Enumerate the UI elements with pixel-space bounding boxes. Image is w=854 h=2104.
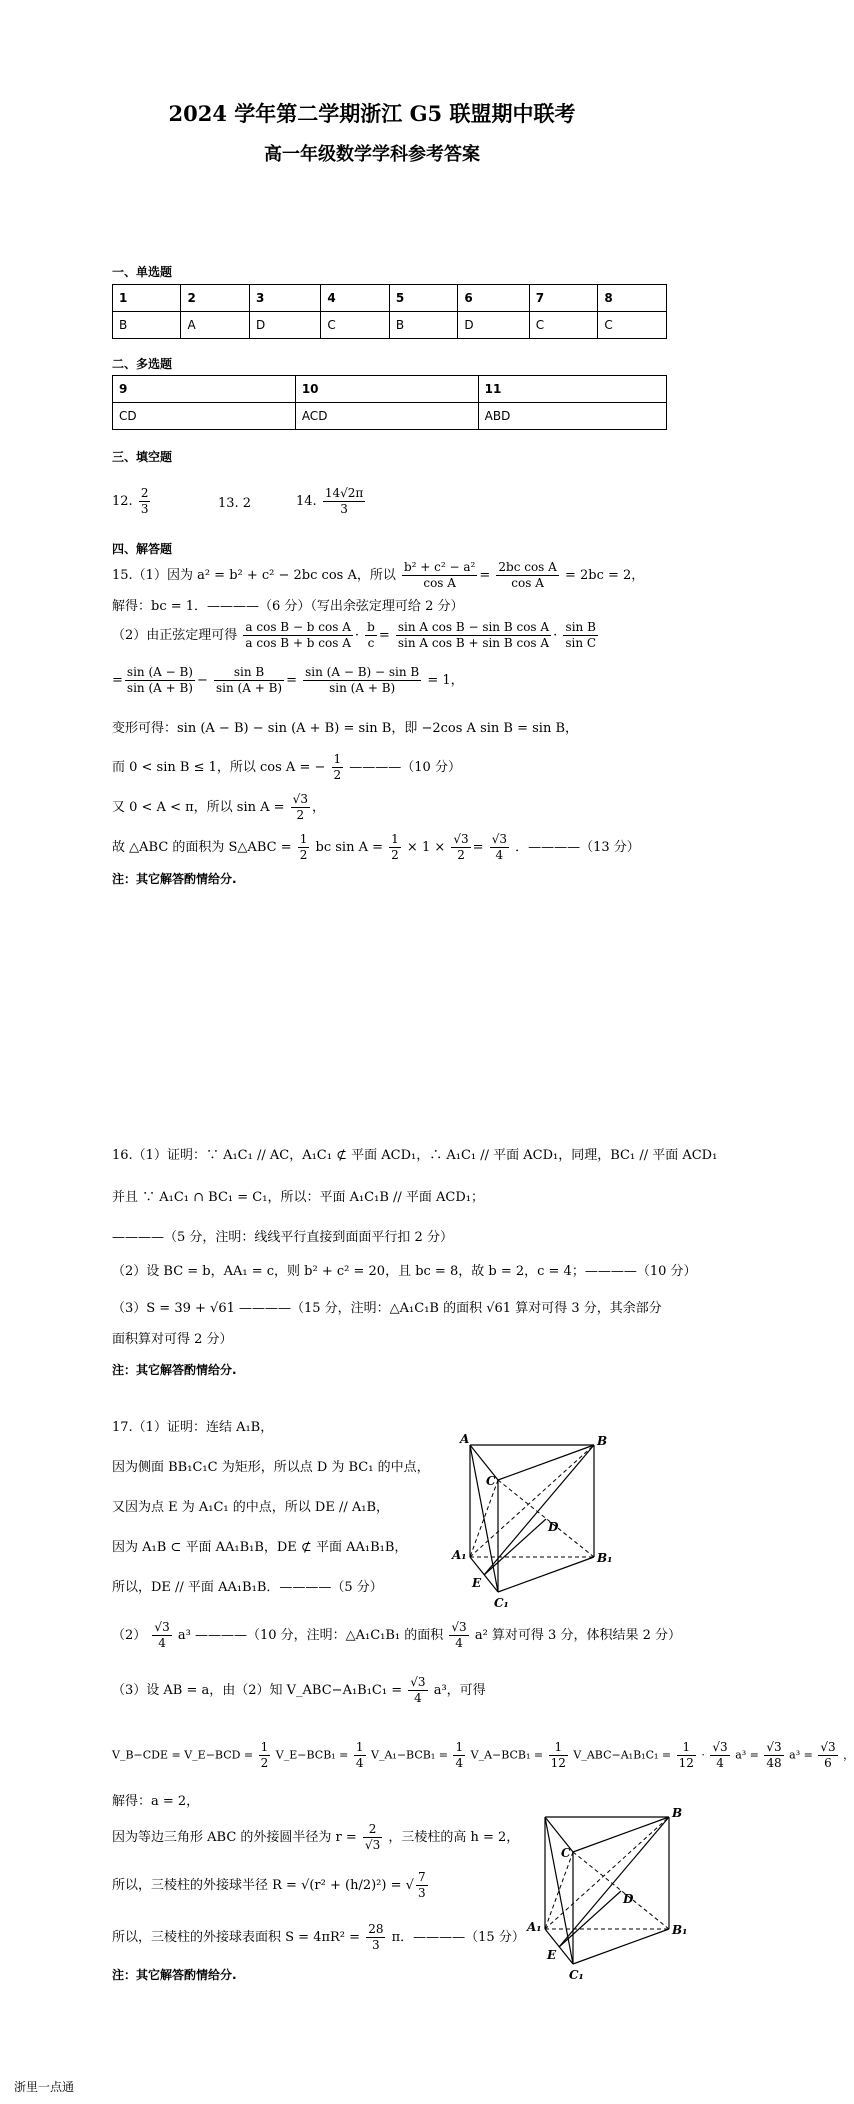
fraction-numerator: √3: [292, 792, 308, 806]
q15-line-4: = $\frac{\sin (A - B)}{\sin (A + B)}$ − $\frac{\text{sin B}}{\sin (A + B)}$ = $\frac{\text{sin (A − B) − sin B}}{\sin (A + B)}$ = 1，: [112, 665, 464, 695]
q17-line-11: [112, 1870, 430, 1901]
fraction: [259, 1740, 271, 1771]
table-cell: D: [458, 312, 529, 339]
q16-line-4: （2）设 BC = b，AA₁ = c，则 b² + c² = 20，且 bc = 8，故 b = 2，c = 4；————（10 分）: [112, 1264, 697, 1279]
q17-note: 注：其它解答酌情给分.: [112, 1968, 237, 1982]
label-B1: B₁: [672, 1923, 688, 1937]
text: ．————（13 分）: [515, 840, 640, 855]
label-D: D: [623, 1892, 634, 1906]
fraction: [152, 1620, 171, 1651]
fraction-numerator: 2: [363, 1822, 382, 1838]
text: V_A₁−BCB₁ =: [371, 1748, 448, 1762]
text: a³ ————（10 分，注明：△A₁C₁B₁ 的面积: [177, 1628, 444, 1643]
table-cell: 2: [181, 285, 249, 312]
fraction: [298, 832, 310, 863]
fraction-numerator: sin B: [563, 620, 598, 636]
fraction-denominator: 2: [457, 848, 465, 862]
text: bc sin A =: [315, 840, 383, 855]
fraction-numerator: sin A cos B − sin B cos A: [397, 620, 550, 634]
fraction-numerator: √3: [491, 832, 507, 846]
fraction: [354, 1740, 366, 1771]
fraction: [496, 560, 558, 591]
multi-choice-table: [112, 375, 667, 430]
text: V_A−BCB₁ =: [470, 1748, 544, 1762]
text: 故 △ABC 的面积为 S△ABC =: [112, 840, 292, 855]
q17-line-9: 解得：a = 2，: [112, 1794, 200, 1809]
answer-q12: [112, 486, 152, 517]
table-cell: B: [389, 312, 457, 339]
table-cell: 5: [389, 285, 457, 312]
q15-line-3: （2）由正弦定理可得 $\frac{\text{a cos B − b cos A}}{\text{a cos B + b cos A}}$ · $\frac{b}{c}$ = $\frac{\text{sin A cos B − sin B cos A}}{\text{sin A cos B + sin B cos A}}$ · $\frac{\text{sin B}}{\text{sin C}}$: [112, 620, 597, 650]
fraction: [449, 1620, 468, 1651]
fraction-numerator: a cos B − b cos A: [245, 620, 351, 634]
fraction-numerator: 1: [455, 1740, 464, 1754]
fraction-denominator: 2: [260, 1756, 269, 1770]
fraction-denominator: 12: [678, 1756, 694, 1770]
label-C1: C₁: [569, 1968, 584, 1982]
q15-line-1: 15.（1）因为 a² = b² + c² − 2bc cos A，所以 $\frac{\text{b² + c² − a²}}{\text{cos A}}$ = $\frac{\text{2bc cos A}}{\text{cos A}}$ = 2bc = 2，: [112, 560, 645, 590]
fraction-denominator: 48: [766, 1756, 782, 1770]
fraction-denominator: sin (A + B): [216, 681, 283, 695]
fraction-denominator: 2: [391, 848, 399, 862]
fraction-numerator: √3: [820, 1740, 836, 1754]
fraction-numerator: 1: [391, 832, 399, 846]
fraction: [363, 1822, 382, 1853]
q16-line-2: 并且 ∵ A₁C₁ ∩ BC₁ = C₁，所以：平面 A₁C₁B // 平面 ACD₁；: [112, 1190, 485, 1205]
fraction-numerator: √3: [712, 1740, 728, 1754]
fraction-numerator: 2bc cos A: [498, 560, 557, 574]
fraction: [332, 752, 344, 783]
table-cell: ACD: [295, 403, 478, 430]
fraction-denominator: 4: [414, 1691, 422, 1705]
text: 所以，三棱柱的外接球半径 R = √(r² + (h/2)²) =: [112, 1878, 402, 1893]
table-cell: CD: [113, 403, 296, 430]
prism-figure-2: [527, 1807, 687, 1987]
q15-line-5: 变形可得：sin (A − B) − sin (A + B) = sin B，即 −2cos A sin B = sin B，: [112, 721, 579, 736]
fraction-denominator: 3: [340, 502, 348, 516]
fraction-numerator: √3: [453, 832, 469, 846]
fraction: [396, 620, 551, 651]
q17-line-10: [112, 1822, 519, 1853]
label-A1: A₁: [527, 1920, 542, 1934]
table-cell: 6: [458, 285, 529, 312]
q12-label: 12.: [112, 494, 133, 509]
table-cell: C: [598, 312, 667, 339]
fraction: [365, 620, 377, 651]
text: （2）: [112, 1628, 147, 1643]
fraction: [402, 560, 477, 591]
fraction: [291, 792, 310, 823]
label-C: C: [486, 1474, 496, 1488]
label-E: E: [547, 1948, 557, 1962]
text: 15.（1）因为 a² = b² + c² − 2bc cos A，所以: [112, 568, 396, 583]
q15-line-6: [112, 752, 461, 783]
fraction: [303, 665, 421, 696]
text: ，: [843, 1748, 854, 1762]
text: 因为等边三角形 ABC 的外接圆半径为 r =: [112, 1830, 357, 1845]
fraction-numerator: 1: [299, 832, 308, 846]
fraction: [389, 832, 401, 863]
table-cell: C: [529, 312, 598, 339]
fraction: [125, 665, 195, 696]
fraction: [416, 1870, 428, 1901]
fraction-numerator: √3: [410, 1675, 426, 1689]
table-cell: 4: [321, 285, 390, 312]
fraction: [563, 620, 598, 651]
q16-line-1: 16.（1）证明：∵ A₁C₁ // AC，A₁C₁ ⊄ 平面 ACD₁，∴ A₁C₁ // 平面 ACD₁，同理，BC₁ // 平面 ACD₁: [112, 1148, 718, 1163]
table-cell: A: [181, 312, 249, 339]
label-B: B: [672, 1806, 683, 1820]
fraction: [366, 1922, 385, 1953]
text: 而 0 < sin B ≤ 1，所以 cos A = −: [112, 760, 326, 775]
fraction: [243, 620, 352, 651]
fraction-denominator: 4: [158, 1636, 166, 1650]
label-C: C: [561, 1846, 571, 1860]
label-A: A: [460, 1432, 470, 1446]
table-cell: 1: [113, 285, 181, 312]
table-cell: 10: [295, 376, 478, 403]
fraction-denominator: 3: [372, 1938, 380, 1952]
q17-line-3: 又因为点 E 为 A₁C₁ 的中点，所以 DE // A₁B，: [112, 1500, 389, 1515]
label-E: E: [472, 1576, 482, 1590]
text: ，三棱柱的高 h = 2，: [388, 1830, 520, 1845]
text: × 1 ×: [406, 840, 446, 855]
text: （2）由正弦定理可得: [112, 628, 238, 643]
page-subtitle: 高一年级数学学科参考答案: [264, 144, 480, 165]
fraction-denominator: 2: [296, 808, 305, 822]
fraction-numerator: √3: [154, 1620, 170, 1634]
single-choice-table: [112, 284, 667, 339]
section-heading-solutions: 四、解答题: [112, 542, 173, 556]
fraction-denominator: 4: [355, 1756, 364, 1770]
section-heading-fill: 三、填空题: [112, 450, 173, 464]
label-A1: A₁: [452, 1548, 467, 1562]
q16-line-6: 面积算对可得 2 分）: [112, 1332, 233, 1347]
fraction-numerator: 1: [677, 1740, 696, 1756]
q17-line-7: [112, 1675, 486, 1706]
fraction-denominator: 6: [824, 1756, 832, 1770]
q17-line-5: 所以，DE // 平面 AA₁B₁B．————（5 分）: [112, 1580, 383, 1595]
fraction-numerator: sin (A − B) − sin B: [305, 665, 420, 679]
table-cell: 11: [478, 376, 666, 403]
fraction-denominator: 4: [455, 1636, 463, 1650]
text: ————（10 分）: [349, 760, 461, 775]
fraction: [451, 832, 470, 863]
fraction-denominator: a cos B + b cos A: [245, 636, 351, 650]
fraction-denominator: sin C: [565, 636, 597, 650]
q16-line-3: ————（5 分，注明：线线平行直接到面面平行扣 2 分）: [112, 1230, 453, 1245]
fraction-numerator: 7: [417, 1870, 426, 1884]
fraction-numerator: 1: [355, 1740, 364, 1754]
label-B1: B₁: [597, 1551, 613, 1565]
fraction: [214, 665, 284, 696]
q15-line-7: 又 0 < A < π，所以 sin A = $\frac{√3}{2}$ ，: [112, 792, 325, 822]
fraction-numerator: 28: [368, 1922, 384, 1936]
q15-note: 注：其它解答酌情给分.: [112, 872, 237, 886]
prism-figure-1: [452, 1432, 613, 1615]
fraction-denominator: 4: [495, 848, 504, 862]
table-cell: C: [321, 312, 390, 339]
q17-line-6: [112, 1620, 681, 1651]
answer-q14: [296, 486, 367, 517]
fraction-numerator: sin B: [214, 665, 284, 681]
label-B: B: [597, 1434, 608, 1448]
fraction-numerator: 1: [333, 752, 342, 766]
q16-line-5: （3）S = 39 + √61 ————（15 分，注明：△A₁C₁B 的面积 √61 算对可得 3 分，其余部分: [112, 1301, 662, 1316]
fraction: [453, 1740, 465, 1771]
fraction-numerator: √3: [766, 1740, 782, 1754]
q15-line-8: 故 △ABC 的面积为 S△ABC = $\frac{1}{2}$ bc sin A = $\frac{1}{2}$ × 1 × $\frac{√3}{2}$ = $\frac{√3}{4}$ ．————（13 分）: [112, 832, 640, 862]
fraction-denominator: 4: [455, 1756, 464, 1770]
text: V_E−BCB₁ =: [275, 1748, 349, 1762]
sqrt-sign: √: [405, 1878, 414, 1893]
text: = 2bc = 2，: [564, 568, 645, 583]
q17-line-2: 因为侧面 BB₁C₁C 为矩形，所以点 D 为 BC₁ 的中点，: [112, 1460, 430, 1475]
fraction: [764, 1740, 783, 1771]
table-cell: 3: [249, 285, 320, 312]
fraction: [818, 1740, 837, 1771]
fraction-numerator: 14√2π: [324, 486, 364, 500]
fraction-denominator: 12: [550, 1756, 566, 1770]
table-cell: ABD: [478, 403, 666, 430]
fraction: [710, 1740, 729, 1771]
fraction-denominator: 3: [417, 1886, 426, 1900]
table-cell: B: [113, 312, 181, 339]
fraction-denominator: cos A: [423, 576, 456, 590]
table-cell: 8: [598, 285, 667, 312]
text: π．————（15 分）: [391, 1930, 525, 1945]
fraction-denominator: √3: [364, 1838, 381, 1852]
fraction-numerator: √3: [451, 1620, 467, 1634]
fraction-numerator: b² + c² − a²: [403, 560, 476, 574]
q14-fraction: [323, 486, 365, 517]
fraction-denominator: 2: [299, 848, 308, 862]
footer-watermark: 浙里一点通: [14, 2080, 75, 2094]
q17-line-4: 因为 A₁B ⊂ 平面 AA₁B₁B，DE ⊄ 平面 AA₁B₁B，: [112, 1540, 408, 1555]
fraction: [408, 1675, 427, 1706]
fraction-numerator: 2: [140, 486, 149, 500]
section-heading-multi: 二、多选题: [112, 357, 173, 371]
q12-fraction: [139, 486, 151, 517]
text: V_ABC−A₁B₁C₁ =: [573, 1748, 672, 1762]
text: 所以，三棱柱的外接球表面积 S = 4πR² =: [112, 1930, 361, 1945]
label-D: D: [548, 1520, 559, 1534]
fraction-denominator: sin A cos B + sin B cos A: [397, 636, 550, 650]
q15-line-2: 解得：bc = 1．————（6 分）（写出余弦定理可给 2 分）: [112, 599, 464, 614]
fraction-denominator: 3: [140, 502, 149, 516]
text: 又 0 < A < π，所以 sin A =: [112, 800, 285, 815]
q17-line-8: [112, 1740, 854, 1771]
text: a³ =: [735, 1748, 759, 1762]
table-cell: 9: [113, 376, 296, 403]
text: = 1，: [427, 673, 464, 688]
text: a³ =: [789, 1748, 813, 1762]
fraction-denominator: cos A: [511, 576, 544, 590]
fraction: [677, 1740, 696, 1771]
fraction-denominator: 2: [333, 768, 342, 782]
fraction-numerator: b: [367, 620, 375, 634]
fraction-denominator: sin (A + B): [126, 681, 193, 695]
text: a³，可得: [433, 1683, 486, 1698]
text: a² 算对可得 3 分，体积结果 2 分）: [474, 1628, 681, 1643]
fraction-numerator: sin (A − B): [126, 665, 193, 679]
fraction-denominator: c: [367, 636, 375, 650]
q17-line-1: 17.（1）证明：连结 A₁B，: [112, 1420, 274, 1435]
text: V_B−CDE = V_E−BCD =: [112, 1748, 254, 1762]
text: ·: [701, 1748, 705, 1762]
q14-label: 14.: [296, 494, 317, 509]
text: （3）设 AB = a，由（2）知 V_ABC−A₁B₁C₁ =: [112, 1683, 403, 1698]
fraction-numerator: 1: [260, 1740, 269, 1754]
fraction-numerator: 1: [549, 1740, 568, 1756]
q17-line-12: [112, 1922, 525, 1953]
fraction-denominator: 4: [716, 1756, 724, 1770]
q16-note: 注：其它解答酌情给分.: [112, 1363, 237, 1377]
fraction: [490, 832, 509, 863]
table-cell: 7: [529, 285, 598, 312]
fraction: [549, 1740, 568, 1771]
section-heading-single: 一、单选题: [112, 265, 173, 279]
answer-q13: 13. 2: [218, 496, 252, 511]
label-C1: C₁: [494, 1596, 509, 1610]
table-cell: D: [249, 312, 320, 339]
page-title: 2024 学年第二学期浙江 G5 联盟期中联考: [168, 101, 576, 126]
fraction-denominator: sin (A + B): [329, 681, 396, 695]
